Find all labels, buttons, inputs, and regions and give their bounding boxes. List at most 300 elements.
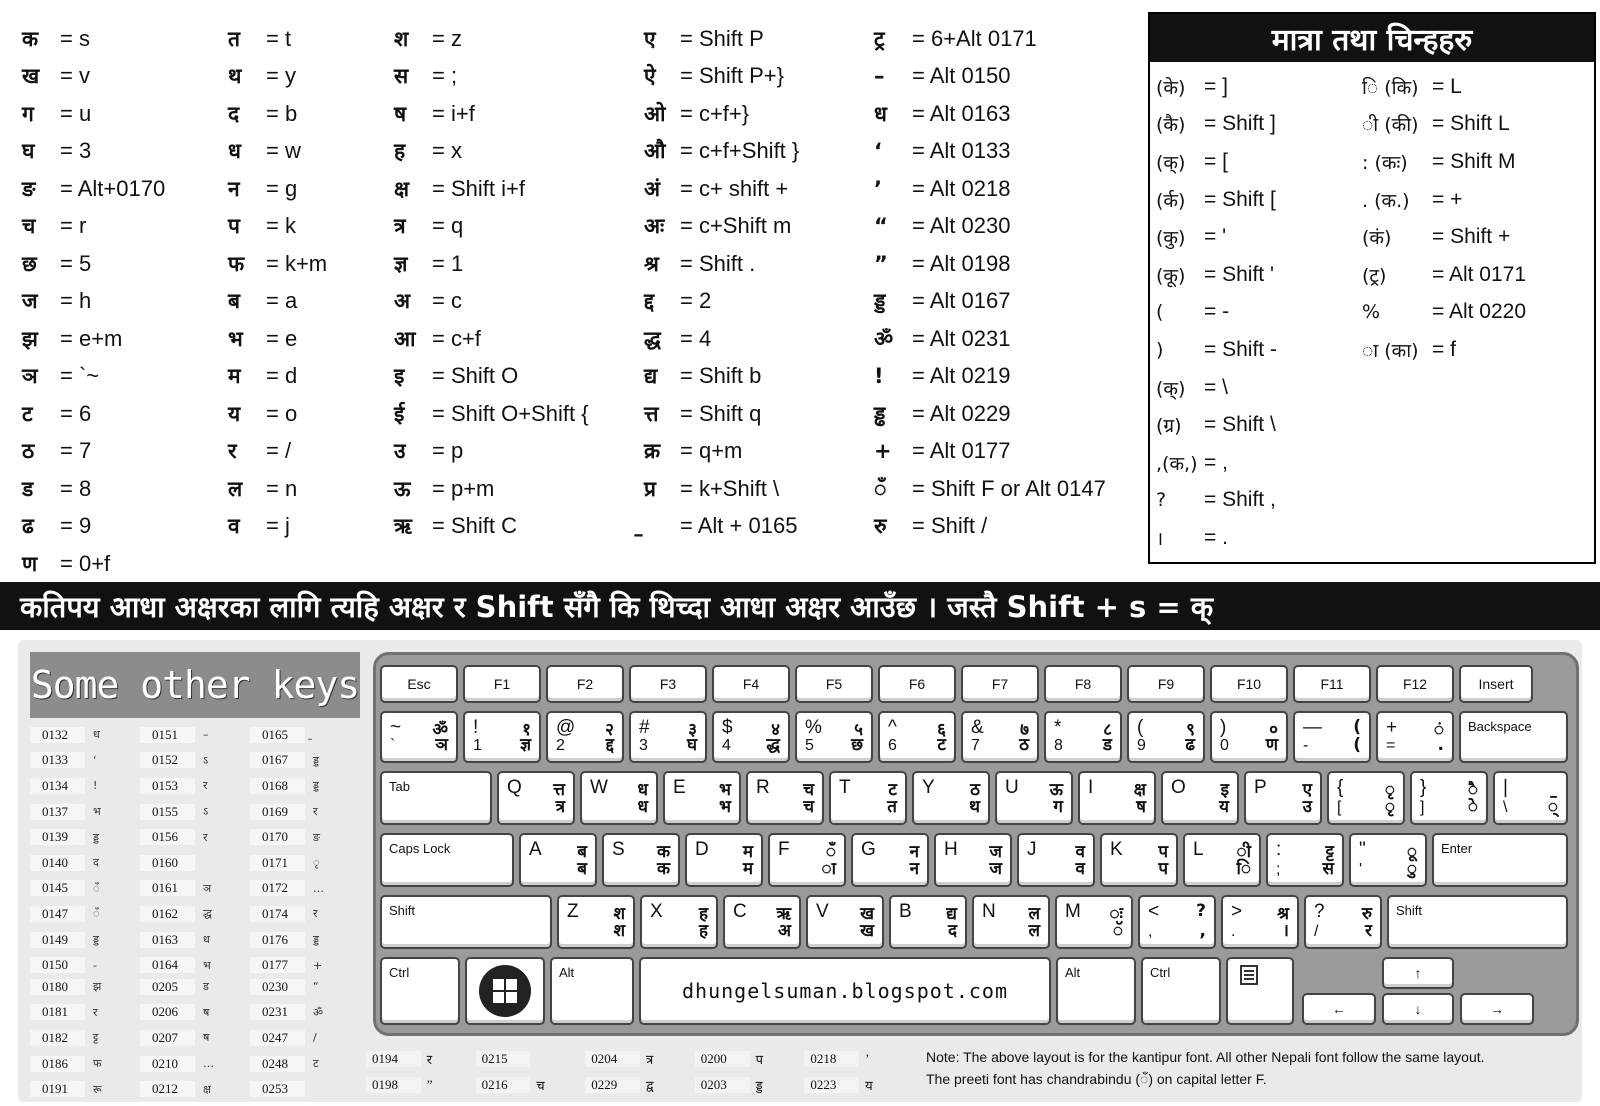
key-combo: = Alt 0231 [912, 325, 1011, 351]
devanagari-char: र [228, 439, 237, 464]
alt-code: 0156 [140, 829, 195, 845]
alt-glyph: प [755, 1052, 763, 1067]
char-key[interactable] [519, 833, 597, 887]
key-combo: = g [266, 175, 298, 201]
fn-key-f4[interactable] [712, 665, 790, 703]
key-legend: B [899, 901, 912, 922]
char-key[interactable] [463, 711, 541, 763]
mapping-row [228, 320, 327, 358]
char-key[interactable] [1100, 833, 1178, 887]
key-legend: ृ [1384, 797, 1395, 817]
devanagari-char: ख [22, 64, 40, 89]
devanagari-char: ’ [874, 176, 882, 201]
key-combo: = b [266, 100, 298, 126]
key-combo: = c+f [432, 325, 481, 351]
alt-code: 0132 [30, 727, 85, 743]
matra-key: = Shift ' [1204, 262, 1274, 286]
menu-key[interactable] [1226, 957, 1294, 1025]
matra-row [1362, 68, 1526, 106]
windows-key[interactable] [465, 957, 545, 1025]
devanagari-char: द्ध [644, 326, 661, 351]
note-line-2: The preeti font has chandrabindu (ँ) on capital letter F. [926, 1071, 1267, 1087]
key-legend: ज [989, 842, 1002, 862]
backspace-key[interactable] [1459, 711, 1568, 763]
alt-code: 0176 [250, 932, 305, 948]
matra-key: = Shift [ [1204, 187, 1276, 211]
devanagari-char: ष [394, 101, 407, 126]
char-key[interactable] [768, 833, 846, 887]
key-legend: े [1467, 797, 1478, 817]
key-legend: 2 [556, 737, 565, 754]
matra-sign: (र्क) [1156, 189, 1186, 212]
fn-key-f5[interactable] [795, 665, 873, 703]
key-legend: प [1158, 842, 1168, 862]
mapping-row [874, 433, 1106, 471]
char-key[interactable] [806, 895, 884, 949]
matra-row [1156, 482, 1277, 520]
key-legend: ठ [970, 780, 980, 800]
alt-code: 0137 [30, 804, 85, 820]
key-combo: = s [60, 25, 90, 51]
key-label: Alt [1065, 965, 1081, 980]
key-label: F4 [742, 676, 760, 692]
matra-row [1156, 256, 1277, 294]
char-key[interactable] [1410, 771, 1488, 825]
mapping-row [22, 208, 165, 246]
key-label: → [1490, 1001, 1504, 1017]
mapping-row [644, 320, 799, 358]
alt-glyph: + [313, 958, 323, 972]
char-key[interactable] [602, 833, 680, 887]
alt-right-key[interactable] [1056, 957, 1136, 1025]
alt-code: 0215 [476, 1051, 531, 1067]
key-legend: , [1199, 921, 1206, 941]
alt-code: 0163 [140, 932, 195, 948]
mapping-row [644, 470, 799, 508]
alt-code: 0191 [30, 1081, 85, 1097]
alt-code: 0181 [30, 1004, 85, 1020]
key-combo: = h [60, 288, 92, 314]
devanagari-char: द्द [644, 289, 655, 314]
devanagari-char: – [874, 64, 885, 89]
tab-key[interactable] [380, 771, 492, 825]
char-key[interactable] [1376, 711, 1454, 763]
matra-key: = ] [1204, 74, 1228, 98]
key-combo: = 9 [60, 513, 92, 539]
key-label: Tab [389, 779, 410, 794]
alt-glyph: र [203, 779, 208, 793]
key-legend: ; [1276, 861, 1281, 878]
key-legend: इ [1220, 780, 1229, 800]
char-key[interactable] [912, 771, 990, 825]
matra-row [1156, 444, 1277, 482]
char-key[interactable] [1244, 771, 1322, 825]
key-legend: घ [686, 735, 697, 755]
char-key[interactable] [972, 895, 1050, 949]
alt-glyph: भ [203, 958, 211, 972]
key-legend: [ [1337, 799, 1342, 816]
char-key[interactable] [1327, 771, 1405, 825]
fn-key-f12[interactable] [1376, 665, 1454, 703]
key-combo: = / [266, 438, 292, 464]
alt-glyph: क्ष [203, 1082, 211, 1096]
key-legend: द [947, 921, 957, 941]
fn-key-f1[interactable] [463, 665, 541, 703]
key-combo: = c+ shift + [680, 175, 789, 201]
matra-sign: (कु) [1156, 227, 1186, 250]
char-key[interactable] [1293, 711, 1371, 763]
alt-left-key[interactable] [550, 957, 634, 1025]
fn-key-f8[interactable] [1044, 665, 1122, 703]
alt-glyph: ड्ड [313, 933, 319, 947]
key-combo: = 4 [680, 325, 712, 351]
fn-key-f9[interactable] [1127, 665, 1205, 703]
mapping-row [644, 245, 799, 283]
key-legend: ध [637, 797, 648, 817]
alt-glyph: … [313, 881, 324, 895]
key-legend: T [839, 777, 851, 798]
char-key[interactable] [380, 711, 458, 763]
alt-glyph: द्व [645, 1078, 654, 1093]
mapping-row [874, 245, 1106, 283]
fn-key-f3[interactable] [629, 665, 707, 703]
key-legend: ल [1028, 921, 1040, 941]
key-legend: } [1420, 777, 1427, 798]
shift-left-key[interactable] [380, 895, 552, 949]
fn-key-f6[interactable] [878, 665, 956, 703]
mapping-row [22, 58, 165, 96]
devanagari-char: द [228, 101, 240, 126]
key-combo: = e [266, 325, 298, 351]
key-combo: = z [432, 25, 462, 51]
key-legend: X [650, 901, 663, 922]
char-key[interactable] [1349, 833, 1427, 887]
char-key[interactable] [546, 711, 624, 763]
key-combo: = 1 [432, 250, 464, 276]
mapping-row [394, 58, 589, 96]
caps-lock-key[interactable] [380, 833, 514, 887]
char-key[interactable] [497, 771, 575, 825]
alt-glyph: ड्ड [313, 753, 319, 767]
devanagari-char: ऋ [394, 514, 412, 539]
char-key[interactable] [1304, 895, 1382, 949]
key-combo: = c [432, 288, 462, 314]
fn-key-esc[interactable] [380, 665, 458, 703]
alt-glyph: र [426, 1052, 433, 1067]
mapping-column [874, 20, 1106, 545]
devanagari-char: ओ [644, 101, 666, 126]
fn-key-f7[interactable] [961, 665, 1039, 703]
key-legend: " [1359, 839, 1366, 860]
devanagari-char: ढ [22, 514, 34, 539]
key-legend: E [673, 777, 686, 798]
char-key[interactable] [1493, 771, 1568, 825]
mapping-row [644, 20, 799, 58]
key-combo: = c+Shift m [680, 213, 792, 239]
alt-code: 0170 [250, 829, 305, 845]
ctrl-left-key[interactable] [380, 957, 460, 1025]
devanagari-char: ँ [874, 476, 887, 501]
char-key[interactable] [1078, 771, 1156, 825]
fn-key-f10[interactable] [1210, 665, 1288, 703]
mapping-row [228, 245, 327, 283]
key-combo: = Alt 0219 [912, 363, 1011, 389]
key-legend: व [1075, 842, 1085, 862]
matra-row [1362, 331, 1526, 369]
char-key[interactable] [557, 895, 635, 949]
key-combo: = 2 [680, 288, 712, 314]
devanagari-char: ” [874, 251, 888, 276]
mapping-row [874, 170, 1106, 208]
mapping-row [22, 133, 165, 171]
matra-key: = ' [1204, 225, 1227, 249]
alt-glyph: ष [203, 1031, 210, 1045]
key-legend: / [1314, 923, 1319, 940]
alt-code-row [30, 824, 360, 850]
fn-key-f11[interactable] [1293, 665, 1371, 703]
key-legend: ै [1467, 780, 1478, 800]
arrow-right-key[interactable] [1460, 993, 1534, 1025]
key-legend: K [1110, 839, 1123, 860]
devanagari-char: क्ष [394, 176, 410, 201]
shift-right-key[interactable] [1387, 895, 1568, 949]
key-legend: , [1148, 923, 1153, 940]
devanagari-char: श्र [644, 251, 659, 276]
alt-glyph: फ [93, 1057, 102, 1071]
mapping-row [394, 20, 589, 58]
matra-sign: (कै) [1156, 114, 1186, 137]
alt-glyph: ड [203, 980, 209, 994]
alt-glyph: ऽ [203, 805, 209, 819]
key-legend: ठ [1019, 735, 1029, 755]
key-combo: = 8 [60, 475, 92, 501]
matra-sign: ी (की) [1362, 114, 1419, 137]
key-legend: क [656, 842, 670, 862]
matra-key: = Shift \ [1204, 413, 1276, 437]
devanagari-char: रु [874, 514, 887, 539]
strip-row [366, 1046, 914, 1072]
key-legend: उ [1302, 797, 1312, 817]
alt-glyph: … [203, 1057, 214, 1071]
fn-key-f2[interactable] [546, 665, 624, 703]
key-legend: ब [577, 859, 587, 879]
char-key[interactable] [934, 833, 1012, 887]
key-legend: प [1158, 859, 1168, 879]
mapping-row [644, 433, 799, 471]
char-key[interactable] [1055, 895, 1133, 949]
alt-code: 0133 [30, 752, 85, 768]
key-combo: = d [266, 363, 298, 389]
other-keys-title: Some other keys [30, 652, 360, 718]
mapping-row [644, 170, 799, 208]
key-legend: = [1386, 737, 1396, 754]
alt-code: 0205 [140, 979, 195, 995]
key-combo: = Shift / [912, 513, 988, 539]
matra-right-list [1362, 68, 1526, 369]
key-legend: ) [1220, 717, 1227, 738]
key-legend: 1 [473, 737, 482, 754]
devanagari-char: आ [394, 326, 416, 351]
key-combo: = Shift O [432, 363, 519, 389]
alt-code: 0180 [30, 979, 85, 995]
key-combo: = Shift P+} [680, 63, 784, 89]
alt-code-row [30, 748, 360, 774]
matra-key: = - [1204, 300, 1230, 324]
note-line-1: Note: The above layout is for the kantipur font. All other Nepali font follow the same layout. [926, 1049, 1485, 1065]
key-legend: 7 [971, 737, 980, 754]
char-key[interactable] [1138, 895, 1216, 949]
char-key[interactable] [1161, 771, 1239, 825]
mapping-row [394, 508, 589, 546]
spacebar[interactable] [639, 957, 1051, 1025]
key-combo: = p+m [432, 475, 495, 501]
matra-row [1362, 218, 1526, 256]
key-legend: म [742, 859, 753, 879]
mapping-row [644, 395, 799, 433]
char-key[interactable] [1221, 895, 1299, 949]
char-key[interactable] [829, 771, 907, 825]
devanagari-char: ज [22, 289, 38, 314]
key-combo: = c+f+} [680, 100, 750, 126]
char-key[interactable] [1183, 833, 1261, 887]
devanagari-char: ट [22, 401, 33, 426]
key-legend: छ [851, 735, 863, 755]
char-key[interactable] [851, 833, 929, 887]
mapping-row [228, 283, 327, 321]
char-key[interactable] [889, 895, 967, 949]
devanagari-char: ट्र [874, 26, 885, 51]
devanagari-char: प्र [644, 476, 656, 501]
key-combo: = Shift C [432, 513, 517, 539]
alt-glyph: ड्ड [93, 933, 99, 947]
key-legend: ॐ [432, 720, 448, 740]
mapping-row [394, 208, 589, 246]
char-key[interactable] [712, 711, 790, 763]
alt-glyph: ञ [203, 881, 212, 895]
devanagari-char: छ [22, 251, 37, 276]
matra-row [1362, 143, 1526, 181]
enter-key[interactable] [1432, 833, 1568, 887]
matra-sign: ) [1156, 338, 1164, 361]
alt-code: 0182 [30, 1030, 85, 1046]
matra-key: = Alt 0171 [1432, 262, 1526, 286]
alt-glyph: ड्ड [755, 1078, 763, 1093]
mapping-row [228, 433, 327, 471]
matra-key: = . [1204, 525, 1228, 549]
alt-code: 0172 [250, 880, 305, 896]
matra-sign: (ट्र) [1362, 264, 1387, 287]
key-legend: ह [698, 921, 708, 941]
matra-sign: (क्) [1156, 377, 1186, 400]
alt-glyph: र [313, 907, 318, 921]
key-legend: ४ [771, 720, 780, 740]
key-combo: = Alt + 0165 [680, 513, 798, 539]
key-legend: ट [937, 735, 946, 755]
key-legend: ! [473, 717, 479, 738]
devanagari-char: ‘ [874, 139, 882, 164]
char-key[interactable] [580, 771, 658, 825]
mapping-row [644, 133, 799, 171]
key-legend: श [613, 904, 625, 924]
char-key[interactable] [746, 771, 824, 825]
char-key[interactable] [1266, 833, 1344, 887]
alt-code: 0200 [695, 1051, 750, 1067]
key-combo: = k+Shift \ [680, 475, 780, 501]
alt-glyph: य [865, 1078, 873, 1093]
alt-code: 0194 [366, 1051, 421, 1067]
char-key[interactable] [1210, 711, 1288, 763]
char-key[interactable] [640, 895, 718, 949]
key-legend: ँ [825, 842, 836, 862]
arrow-down-key[interactable] [1382, 993, 1454, 1025]
key-legend: \ [1503, 799, 1508, 816]
matra-key: = Shift , [1204, 488, 1276, 512]
key-legend: ६ [937, 720, 946, 740]
char-key[interactable] [1017, 833, 1095, 887]
char-key[interactable] [961, 711, 1039, 763]
char-key[interactable] [795, 711, 873, 763]
devanagari-char: ! [874, 364, 884, 389]
key-legend: 0 [1220, 737, 1229, 754]
alt-code: 0151 [140, 727, 195, 743]
arrow-left-key[interactable] [1302, 993, 1376, 1025]
alt-glyph: ॐ [313, 1005, 324, 1019]
matra-key: = Shift ] [1204, 112, 1276, 136]
key-legend: ल [1028, 904, 1040, 924]
char-key[interactable] [995, 771, 1073, 825]
key-label: F10 [1236, 676, 1262, 692]
matra-key: = , [1204, 450, 1228, 474]
char-key[interactable] [685, 833, 763, 887]
key-legend: — [1303, 717, 1322, 738]
key-legend: < [1148, 901, 1160, 922]
key-combo: = Shift i+f [432, 175, 525, 201]
mapping-row [22, 508, 165, 546]
mapping-row [228, 133, 327, 171]
key-legend: 5 [805, 737, 814, 754]
key-legend: ड [1102, 735, 1112, 755]
alt-glyph: र [93, 1005, 98, 1019]
key-legend: Y [922, 777, 935, 798]
fn-key-insert[interactable] [1459, 665, 1533, 703]
mapping-column [394, 20, 589, 545]
matra-left-list [1156, 68, 1277, 557]
key-legend: ि [1236, 859, 1251, 879]
devanagari-char: ऊ [394, 476, 411, 501]
ctrl-right-key[interactable] [1141, 957, 1221, 1025]
key-legend: W [590, 777, 608, 798]
alt-glyph: – [203, 728, 209, 742]
key-legend: + [1386, 717, 1398, 738]
char-key[interactable] [723, 895, 801, 949]
char-key[interactable] [1127, 711, 1205, 763]
char-key[interactable] [1044, 711, 1122, 763]
key-legend: & [971, 717, 984, 738]
mapping-row [644, 208, 799, 246]
alt-code: 0248 [250, 1056, 305, 1072]
key-legend: र [1365, 921, 1372, 941]
key-legend: H [944, 839, 958, 860]
char-key[interactable] [629, 711, 707, 763]
alt-glyph: ड्ड [93, 830, 99, 844]
char-key[interactable] [878, 711, 956, 763]
devanagari-char: ॐ [874, 326, 894, 351]
char-key[interactable] [663, 771, 741, 825]
key-combo: = u [60, 100, 92, 126]
arrow-up-key[interactable] [1382, 957, 1454, 989]
mapping-row [22, 170, 165, 208]
alt-code: 0155 [140, 804, 195, 820]
